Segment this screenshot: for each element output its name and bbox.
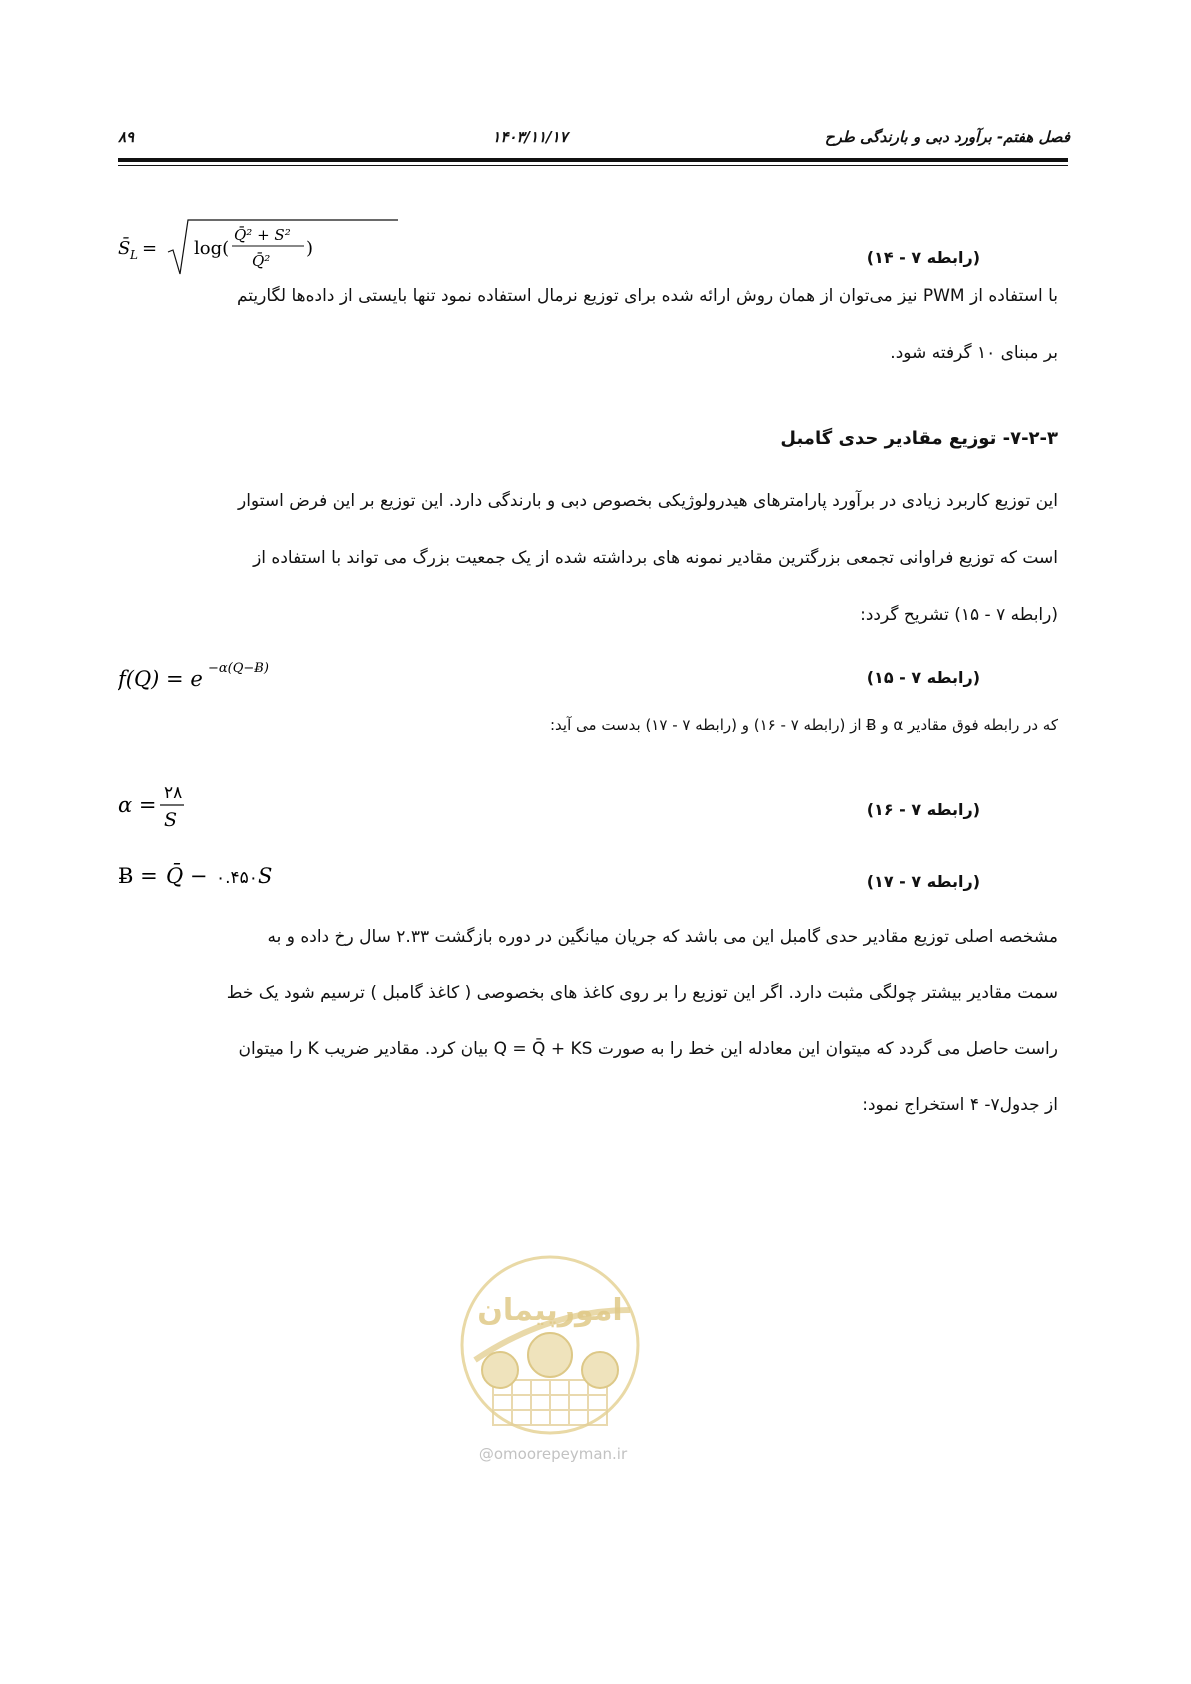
watermark-logo [455,1250,645,1440]
svg-text:Q̄ −: Q̄ − [166,864,208,888]
paragraph-gumbel-line3: (رابطه ۷ - ۱۵) تشریح گردد: [860,605,1058,625]
header-rule-thick [118,158,1068,162]
paragraph-gumbel-line1: این توزیع کاربرد زیادی در برآورد پارامترهای هیدرولوژیکی بخصوص دبی و بارندگی دارد. این توزیع بر این فرض استوار [238,491,1058,511]
svg-text:S̄: S̄ [118,238,131,259]
svg-text:α =: α = [118,793,157,817]
paragraph-gumbel-line2: است که توزیع فراوانی تجمعی بزرگترین مقادیر نمونه های برداشته شده از یک جمعیت بزرگ می تواند با استفاده از [253,548,1058,568]
equation-15-svg [118,654,418,698]
equation-15-label: (رابطه ۷ - ۱۵) [866,668,980,687]
equation-14-label: (رابطه ۷ - ۱۴) [866,248,980,267]
header-rule-thin [118,165,1068,166]
svg-text:Ƀ =: Ƀ = [118,864,158,888]
equation-17 [118,855,418,895]
svg-text:f(Q) = e: f(Q) = e [118,667,203,691]
equation-16 [118,774,318,834]
svg-text:S: S [164,809,178,831]
equation-16-numerator: ۲۸ [164,783,183,803]
svg-text:Q̄²: Q̄² [252,252,271,270]
page-number: ۸۹ [118,128,135,146]
paragraph-coefficients: که در رابطه فوق مقادیر α و Ƀ از (رابطه ۷ - ۱۶) و (رابطه ۷ - ۱۷) بدست می آید: [549,716,1058,734]
paragraph-gumbel-property-line3: راست حاصل می گردد که میتوان این معادله این خط را به صورت Q = Q̄ + KS بیان کرد. مقادیر ضریب K را میتوان [238,1039,1058,1059]
equation-17-coef: ۰.۴۵۰ [216,868,258,888]
paragraph-gumbel-property-line4: از جدول۷- ۴ استخراج نمود: [862,1095,1058,1115]
equation-17-svg [118,855,418,895]
svg-text:−α(Q−Ƀ): −α(Q−Ƀ) [208,661,269,676]
equation-16-svg [118,774,318,834]
paragraph-pwm-line1: با استفاده از PWM نیز می‌توان از همان روش ارائه شده برای توزیع نرمال استفاده نمود تنها بایستی از داده‌ها لگاریتم [236,286,1058,306]
watermark-url: @omoorepeyman.ir [478,1445,628,1463]
equation-16-label: (رابطه ۷ - ۱۶) [866,800,980,819]
svg-text:L: L [130,248,138,262]
paragraph-gumbel-property-line1: مشخصه اصلی توزیع مقادیر حدی گامبل این می باشد که جریان میانگین در دوره بازگشت ۲.۳۳ سال رخ داده و به [267,927,1058,947]
svg-text:S: S [258,864,273,888]
svg-text:): ) [306,238,314,259]
running-header-date: ۱۴۰۳/۱۱/۱۷ [492,128,568,146]
paragraph-pwm-line2: بر مبنای ۱۰ گرفته شود. [890,343,1058,363]
equation-17-label: (رابطه ۷ - ۱۷) [866,872,980,891]
svg-text:log(: log( [194,238,230,259]
running-header-chapter: فصل هفتم- برآورد دبی و بارندگی طرح [824,128,1070,146]
svg-text:امورپیمان: امورپیمان [477,1293,623,1328]
watermark-seal-icon [455,1250,645,1440]
section-heading: ۷-۲-۳- توزیع مقادیر حدی گامبل [780,428,1058,449]
svg-text:=: = [142,238,158,259]
paragraph-gumbel-property-line2: سمت مقادیر بیشتر چولگی مثبت دارد. اگر این توزیع را بر روی کاغذ های بخصوصی ( کاغذ گامبل ) ترسیم شود یک خط [226,983,1058,1003]
equation-15 [118,654,418,703]
svg-text:Q̄² + S²: Q̄² + S² [234,226,291,244]
